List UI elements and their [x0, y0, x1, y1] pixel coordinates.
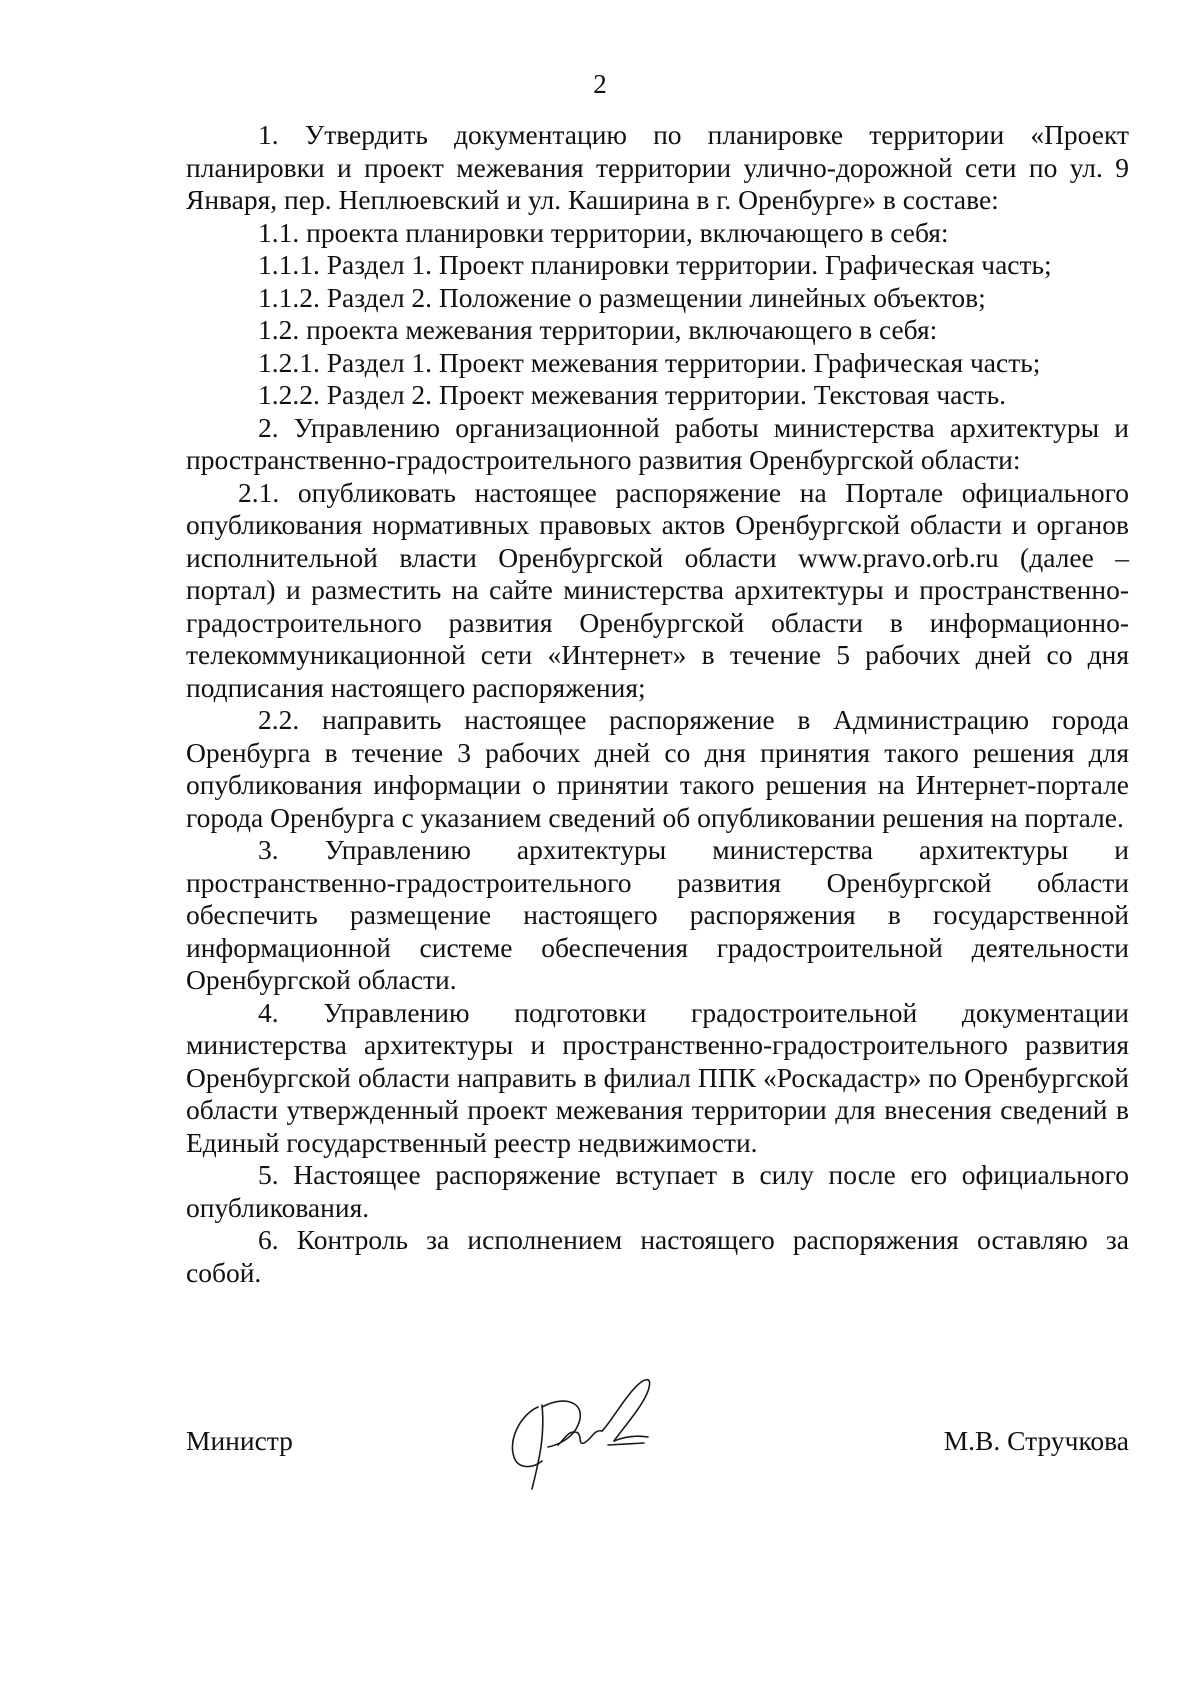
page-number: 2 [593, 69, 607, 99]
paragraph-1-2-1: 1.2.1. Раздел 1. Проект межевания территории. Графическая часть; [258, 346, 1041, 378]
paragraph-1-1-2: 1.1.2. Раздел 2. Положение о размещении линейных объектов; [258, 281, 986, 313]
handwritten-signature [498, 1345, 678, 1495]
paragraph-1-1: 1.1. проекта планировки территории, включающего в себя: [258, 216, 949, 248]
paragraph-4: 4. Управлению подготовки градостроительной документации министерства архитектуры и пространственно-градостроительного развития Оренбургской области направить в филиал ППК «Роскадастр» по Оренбургской области утвержденный проект межевания территории для внесения сведений в Единый государственный реестр недвижимости. [186, 996, 1129, 1158]
document-body [186, 119, 1129, 1289]
paragraph-3: 3. Управлению архитектуры министерства архитектуры и пространственно-градостроительного развития Оренбургской области обеспечить размещение настоящего распоряжения в государственной информационной системе обеспечения градостроительной деятельности Оренбургской области. [186, 834, 1129, 995]
paragraph-2-1: 2.1. опубликовать настоящее распоряжение на Портале официального опубликования нормативных правовых актов Оренбургской области и органов исполнительной власти Оренбургской области www.pravo.orb.ru (далее – портал) и разместить на сайте министерства архитектуры и пространственно-градостроительного развития Оренбургской области в информационно-телекоммуникационной сети «Интернет» в течение 5 рабочих дней со дня подписания настоящего распоряжения; [186, 476, 1129, 703]
paragraph-2: 2. Управлению организационной работы министерства архитектуры и пространственно-градостроительного развития Оренбургской области: [186, 411, 1129, 475]
paragraph-5: 5. Настоящее распоряжение вступает в силу после его официального опубликования. [186, 1159, 1129, 1223]
signature-block [186, 1345, 1129, 1495]
paragraph-1-2: 1.2. проекта межевания территории, включающего в себя: [258, 314, 938, 345]
paragraph-2-2: 2.2. направить настоящее распоряжение в Администрацию города Оренбурга в течение 3 рабочих дней со дня принятия такого решения для опубликования информации о принятии такого решения на Интернет-портале города Оренбурга с указанием сведений об опубликовании решения на портале. [186, 704, 1129, 833]
paragraph-1-2-2: 1.2.2. Раздел 2. Проект межевания территории. Текстовая часть. [258, 379, 1006, 410]
paragraph-6: 6. Контроль за исполнением настоящего распоряжения оставляю за собой. [186, 1224, 1129, 1288]
signatory-title: Министр [186, 1425, 293, 1456]
paragraph-1: 1. Утвердить документацию по планировке территории «Проект планировки и проект межевания территории улично-дорожной сети по ул. 9 Января, пер. Неплюевский и ул. Каширина в г. Оренбурге» в составе: [186, 119, 1129, 215]
paragraph-1-1-1: 1.1.1. Раздел 1. Проект планировки территории. Графическая часть; [258, 249, 1052, 280]
signatory-name: М.В. Стручкова [943, 1425, 1129, 1456]
